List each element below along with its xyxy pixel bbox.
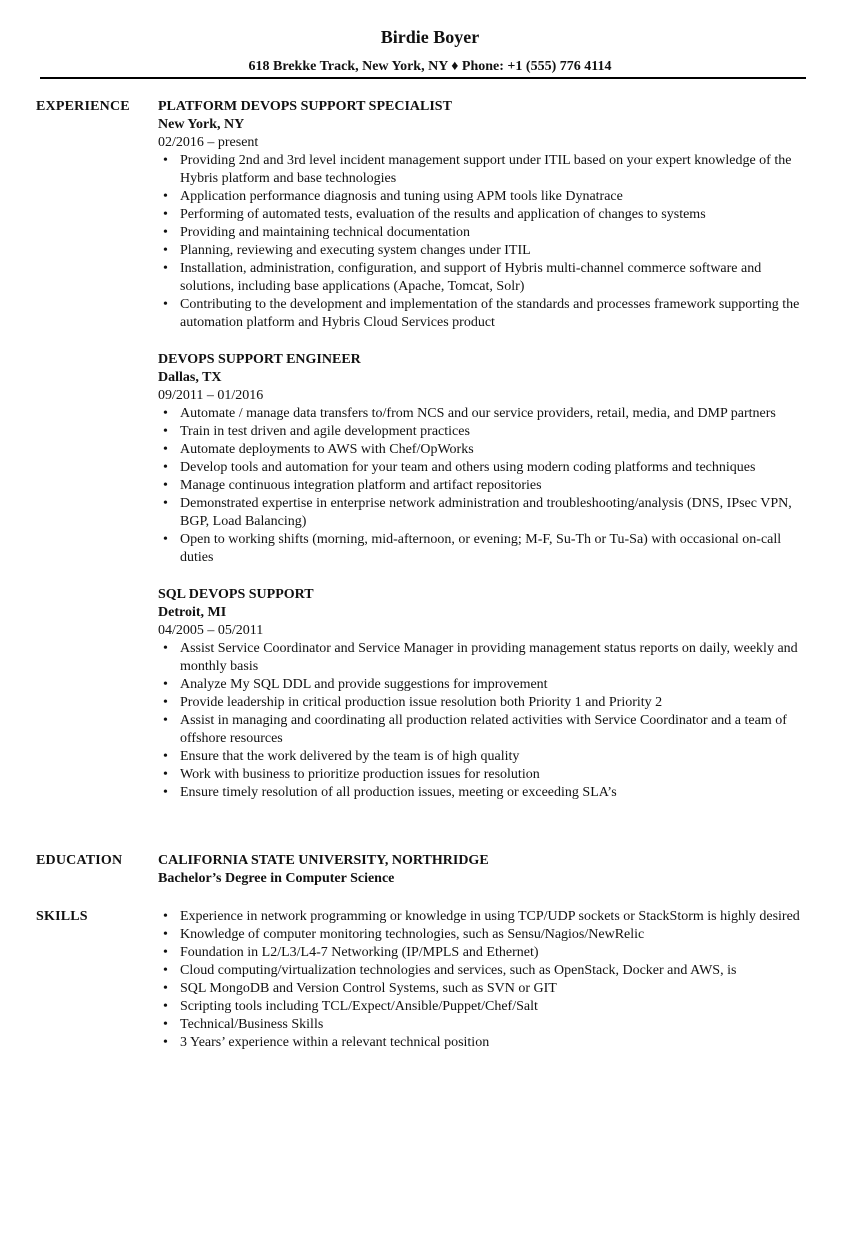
job-title: SQL DEVOPS SUPPORT xyxy=(158,587,314,602)
job-bullets xyxy=(158,640,818,802)
job-entry xyxy=(158,351,818,567)
list-item: • Providing and maintaining technical documentation xyxy=(158,224,818,242)
list-item: • SQL MongoDB and Version Control Systems, such as SVN or GIT xyxy=(158,980,818,998)
job-dates: 09/2011 – 01/2016 xyxy=(158,388,264,403)
list-item: • Manage continuous integration platform and artifact repositories xyxy=(158,477,818,495)
job-dates: 04/2005 – 05/2011 xyxy=(158,623,264,638)
list-item: • Ensure timely resolution of all production issues, meeting or exceeding SLA’s xyxy=(158,784,818,802)
list-item: • Scripting tools including TCL/Expect/Ansible/Puppet/Chef/Salt xyxy=(158,998,818,1016)
list-item: • 3 Years’ experience within a relevant technical position xyxy=(158,1034,818,1052)
list-item: • Technical/Business Skills xyxy=(158,1016,818,1034)
list-item: • Foundation in L2/L3/L4-7 Networking (IP/MPLS and Ethernet) xyxy=(158,944,818,962)
section-label-education: EDUCATION xyxy=(36,853,123,868)
candidate-name: Birdie Boyer xyxy=(380,27,480,47)
list-item: • Application performance diagnosis and tuning using APM tools like Dynatrace xyxy=(158,188,818,206)
list-item: • Automate deployments to AWS with Chef/OpWorks xyxy=(158,441,818,459)
experience-body xyxy=(158,98,818,821)
list-item: • Analyze My SQL DDL and provide suggestions for improvement xyxy=(158,676,818,694)
list-item: • Providing 2nd and 3rd level incident management support under ITIL based on your expert knowledge of the Hybris platform and base technologies xyxy=(158,152,818,188)
list-item: • Knowledge of computer monitoring technologies, such as Sensu/Nagios/NewRelic xyxy=(158,926,818,944)
list-item: • Provide leadership in critical production issue resolution both Priority 1 and Priority 2 xyxy=(158,694,818,712)
list-item: • Planning, reviewing and executing system changes under ITIL xyxy=(158,242,818,260)
header-divider xyxy=(40,77,806,79)
school-name: CALIFORNIA STATE UNIVERSITY, NORTHRIDGE xyxy=(158,853,489,868)
list-item: • Automate / manage data transfers to/from NCS and our service providers, retail, media, and DMP partners xyxy=(158,405,818,423)
job-title: DEVOPS SUPPORT ENGINEER xyxy=(158,352,361,367)
list-item: • Experience in network programming or knowledge in using TCP/UDP sockets or StackStorm is highly desired xyxy=(158,908,818,926)
job-entry xyxy=(158,586,818,802)
list-item: • Assist Service Coordinator and Service Manager in providing management status reports on daily, weekly and monthly basis xyxy=(158,640,818,676)
list-item: • Contributing to the development and implementation of the standards and processes framework supporting the automation platform and Hybris Cloud Services product xyxy=(158,296,818,332)
list-item: • Develop tools and automation for your team and others using modern coding platforms and techniques xyxy=(158,459,818,477)
contact-line: 618 Brekke Track, New York, NY ♦ Phone: +1 (555) 776 4114 xyxy=(248,59,612,74)
job-entry xyxy=(158,98,818,332)
degree-name: Bachelor’s Degree in Computer Science xyxy=(158,871,395,886)
list-item: • Ensure that the work delivered by the team is of high quality xyxy=(158,748,818,766)
section-label-experience: EXPERIENCE xyxy=(36,99,130,114)
list-item: • Train in test driven and agile development practices xyxy=(158,423,818,441)
job-location: Dallas, TX xyxy=(158,370,222,385)
job-location: Detroit, MI xyxy=(158,605,227,620)
job-dates: 02/2016 – present xyxy=(158,135,259,150)
list-item: • Assist in managing and coordinating all production related activities with Service Coordinator and a team of offshore resources xyxy=(158,712,818,748)
skills-list xyxy=(158,908,818,1052)
job-title: PLATFORM DEVOPS SUPPORT SPECIALIST xyxy=(158,99,452,114)
job-bullets xyxy=(158,405,818,567)
list-item: • Installation, administration, configuration, and support of Hybris multi-channel commerce software and solutions, including base applications (Apache, Tomcat, Solr) xyxy=(158,260,818,296)
list-item: • Cloud computing/virtualization technologies and services, such as OpenStack, Docker and AWS, is xyxy=(158,962,818,980)
resume-header xyxy=(0,26,860,75)
job-bullets xyxy=(158,152,818,332)
job-location: New York, NY xyxy=(158,117,245,132)
education-body xyxy=(158,852,818,888)
list-item: • Performing of automated tests, evaluation of the results and application of changes to systems xyxy=(158,206,818,224)
skills-body xyxy=(158,908,818,1052)
list-item: • Demonstrated expertise in enterprise network administration and troubleshooting/analysis (DNS, IPsec VPN, BGP, Load Balancing) xyxy=(158,495,818,531)
list-item: • Open to working shifts (morning, mid-afternoon, or evening; M-F, Su-Th or Tu-Sa) with occasional on-call duties xyxy=(158,531,818,567)
list-item: • Work with business to prioritize production issues for resolution xyxy=(158,766,818,784)
section-label-skills: SKILLS xyxy=(36,909,88,924)
